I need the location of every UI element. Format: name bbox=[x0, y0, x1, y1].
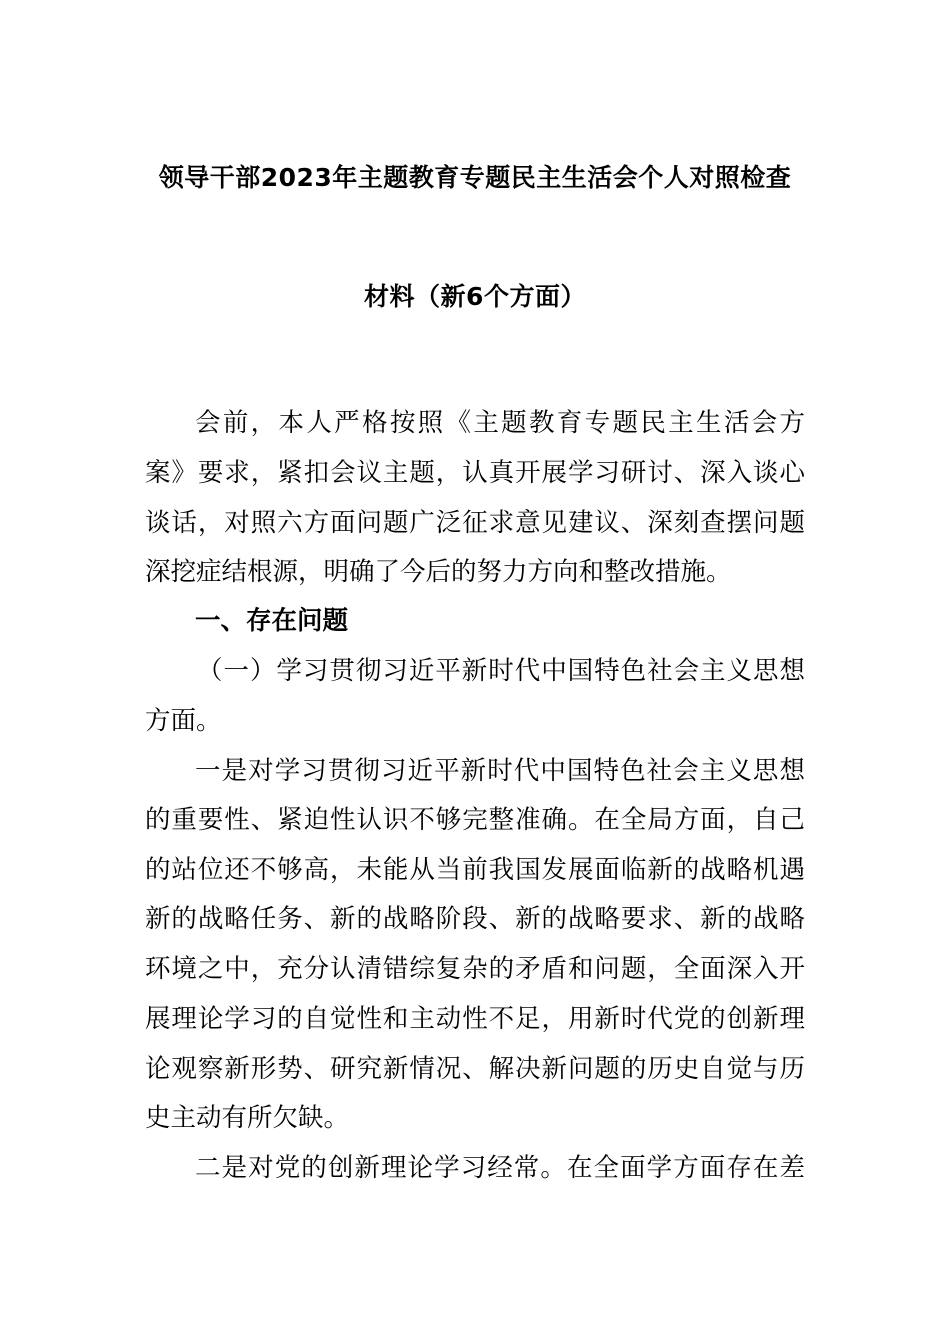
intro-line-2: 案》要求，紧扣会议主题，认真开展学习研讨、深入谈心 bbox=[145, 458, 805, 488]
para1-line-1: 一是对学习贯彻习近平新时代中国特色社会主义思想 bbox=[195, 756, 805, 786]
intro-line-3: 谈话，对照六方面问题广泛征求意见建议、深刻查摆问题 bbox=[145, 508, 805, 538]
para1-line-7: 论观察新形势、研究新情况、解决新问题的历史自觉与历 bbox=[145, 1054, 805, 1084]
document-title-line-2: 材料（新6个方面） bbox=[364, 282, 586, 311]
para1-line-3: 的站位还不够高，未能从当前我国发展面临新的战略机遇 bbox=[145, 855, 805, 885]
para1-line-2: 的重要性、紧迫性认识不够完整准确。在全局方面，自己 bbox=[145, 805, 805, 835]
intro-line-4: 深挖症结根源，明确了今后的努力方向和整改措施。 bbox=[145, 557, 732, 587]
para1-line-4: 新的战略任务、新的战略阶段、新的战略要求、新的战略 bbox=[145, 904, 805, 934]
para1-line-5: 环境之中，充分认清错综复杂的矛盾和问题，全面深入开 bbox=[145, 954, 805, 984]
subsection-line-1: （一）学习贯彻习近平新时代中国特色社会主义思想 bbox=[197, 656, 805, 686]
intro-line-1: 会前，本人严格按照《主题教育专题民主生活会方 bbox=[195, 408, 805, 438]
para1-line-6: 展理论学习的自觉性和主动性不足，用新时代党的创新理 bbox=[145, 1004, 805, 1034]
para2-line-1: 二是对党的创新理论学习经常。在全面学方面存在差 bbox=[195, 1153, 805, 1183]
section-heading: 一、存在问题 bbox=[195, 606, 349, 636]
document-title-line-1: 领导干部2023年主题教育专题民主生活会个人对照检查 bbox=[158, 163, 792, 192]
subsection-line-2: 方面。 bbox=[145, 706, 222, 736]
para1-line-8: 史主动有所欠缺。 bbox=[145, 1103, 350, 1133]
